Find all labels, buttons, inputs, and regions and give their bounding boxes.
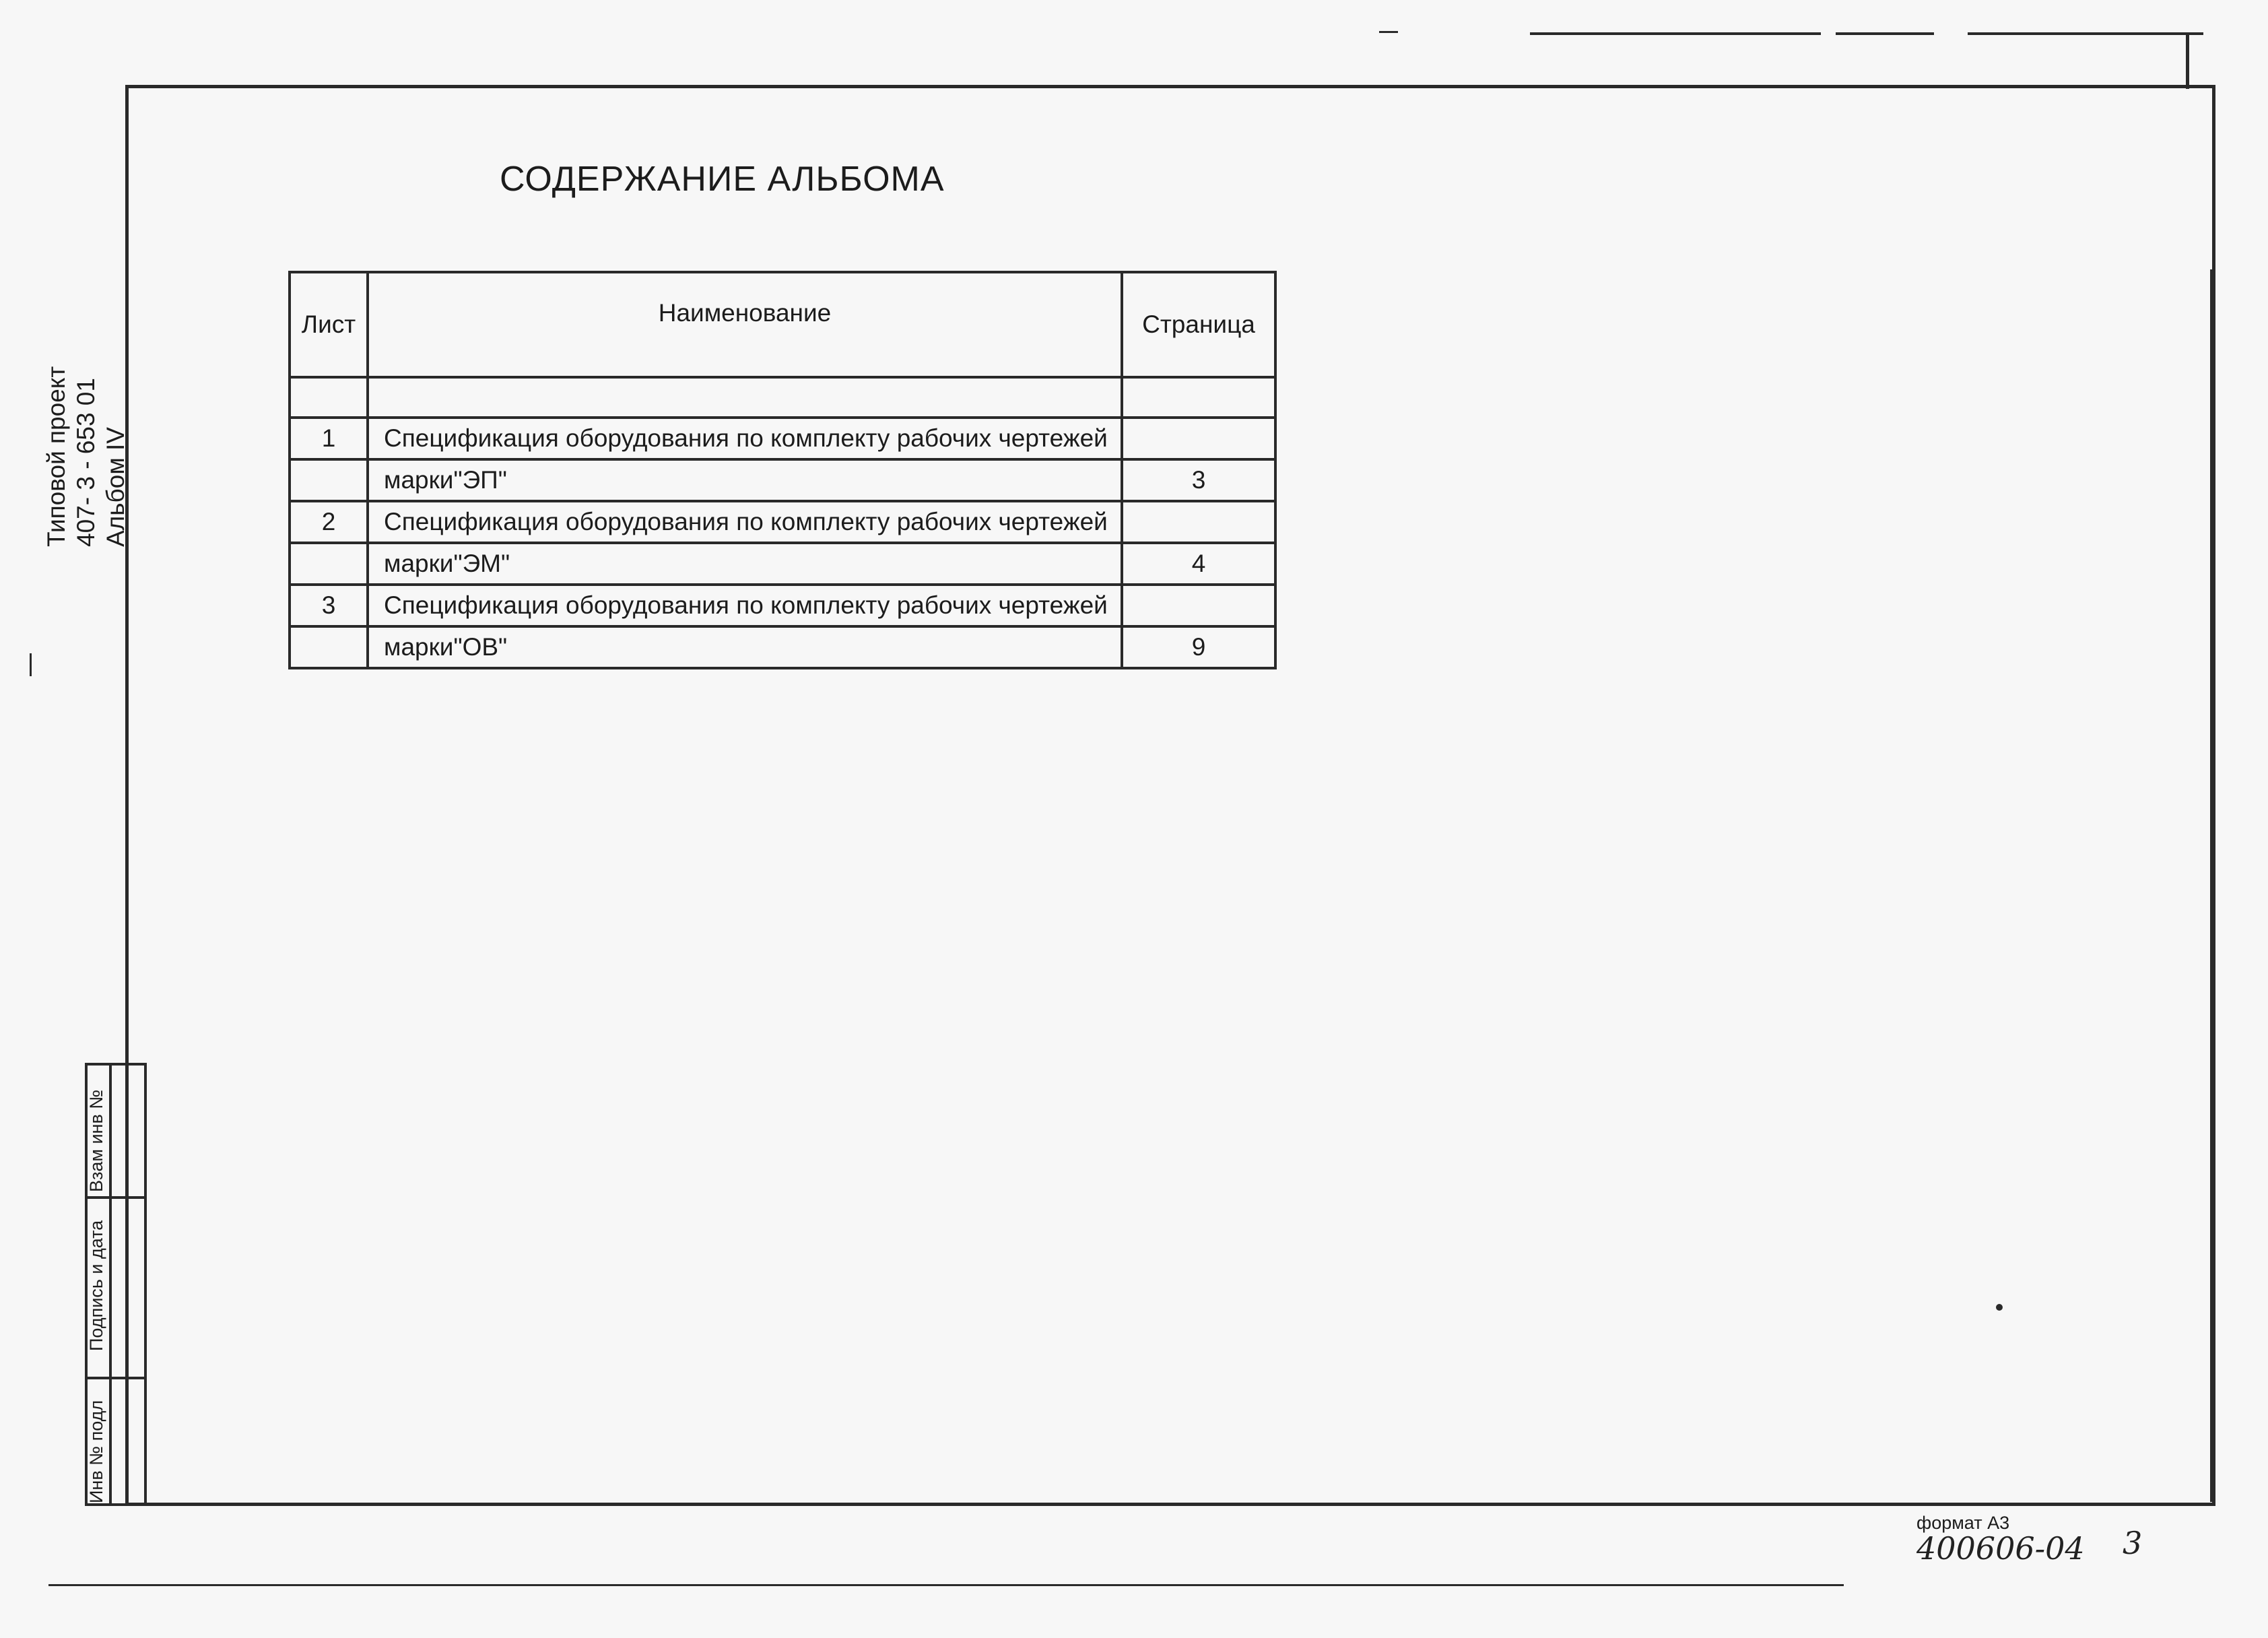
row-name-line1: Спецификация оборудования по комплекту рабочих чертежей xyxy=(368,585,1122,626)
row-page-number: 3 xyxy=(1122,459,1275,501)
table-header-row xyxy=(290,272,1275,377)
row-sheet-number: 3 xyxy=(290,585,368,626)
row-name-line2: марки"ЭМ" xyxy=(368,543,1122,585)
row-name-line1: Спецификация оборудования по комплекту рабочих чертежей xyxy=(368,501,1122,543)
header-name: Наименование xyxy=(368,272,1122,377)
table-row xyxy=(290,459,1275,501)
contents-table xyxy=(288,271,1277,669)
header-page: Страница xyxy=(1122,272,1275,377)
bottom-edge-line xyxy=(48,1584,1844,1586)
top-edge-tick xyxy=(2186,35,2189,89)
handwritten-page-number: 3 xyxy=(2123,1525,2143,1561)
row-sheet-number: 1 xyxy=(290,418,368,459)
stamp-label-signature-date: Подпись и дата xyxy=(86,1220,106,1351)
table-row xyxy=(290,501,1275,543)
handwritten-code: 400606-04 xyxy=(1916,1530,2085,1567)
format-label: формат А3 xyxy=(1916,1513,2010,1533)
top-edge-line xyxy=(1836,32,1934,35)
margin-tick xyxy=(30,653,32,676)
top-edge-line xyxy=(1968,32,2203,35)
row-sheet-number: 2 xyxy=(290,501,368,543)
table-row xyxy=(290,543,1275,585)
top-edge-line xyxy=(1379,31,1398,33)
margin-dot xyxy=(1996,1304,2003,1311)
stamp-label-original-inv: Инв № подл xyxy=(86,1400,106,1503)
header-sheet: Лист xyxy=(290,272,368,377)
stamp-divider xyxy=(85,1196,147,1199)
row-name-line1: Спецификация оборудования по комплекту рабочих чертежей xyxy=(368,418,1122,459)
stamp-divider xyxy=(85,1377,147,1379)
row-page-number: 4 xyxy=(1122,543,1275,585)
side-title-line: Типовой проект xyxy=(42,366,70,547)
table-row xyxy=(290,418,1275,459)
stamp-label-replace-inv: Взам инв № xyxy=(86,1089,106,1192)
top-edge-line xyxy=(1530,32,1821,35)
document-title: СОДЕРЖАНИЕ АЛЬБОМА xyxy=(500,160,945,199)
table-row xyxy=(290,626,1275,668)
side-project-title xyxy=(42,366,131,547)
side-title-line: 407- 3 - 653 01 xyxy=(72,378,100,547)
table-row xyxy=(290,585,1275,626)
side-title-line: Альбом IV xyxy=(102,427,129,547)
row-name-line2: марки"ЭП" xyxy=(368,459,1122,501)
row-name-line2: марки"ОВ" xyxy=(368,626,1122,668)
frame-inner-right-line xyxy=(2210,269,2212,1502)
table-blank-row xyxy=(290,377,1275,418)
stamp-divider xyxy=(109,1063,112,1506)
row-page-number: 9 xyxy=(1122,626,1275,668)
